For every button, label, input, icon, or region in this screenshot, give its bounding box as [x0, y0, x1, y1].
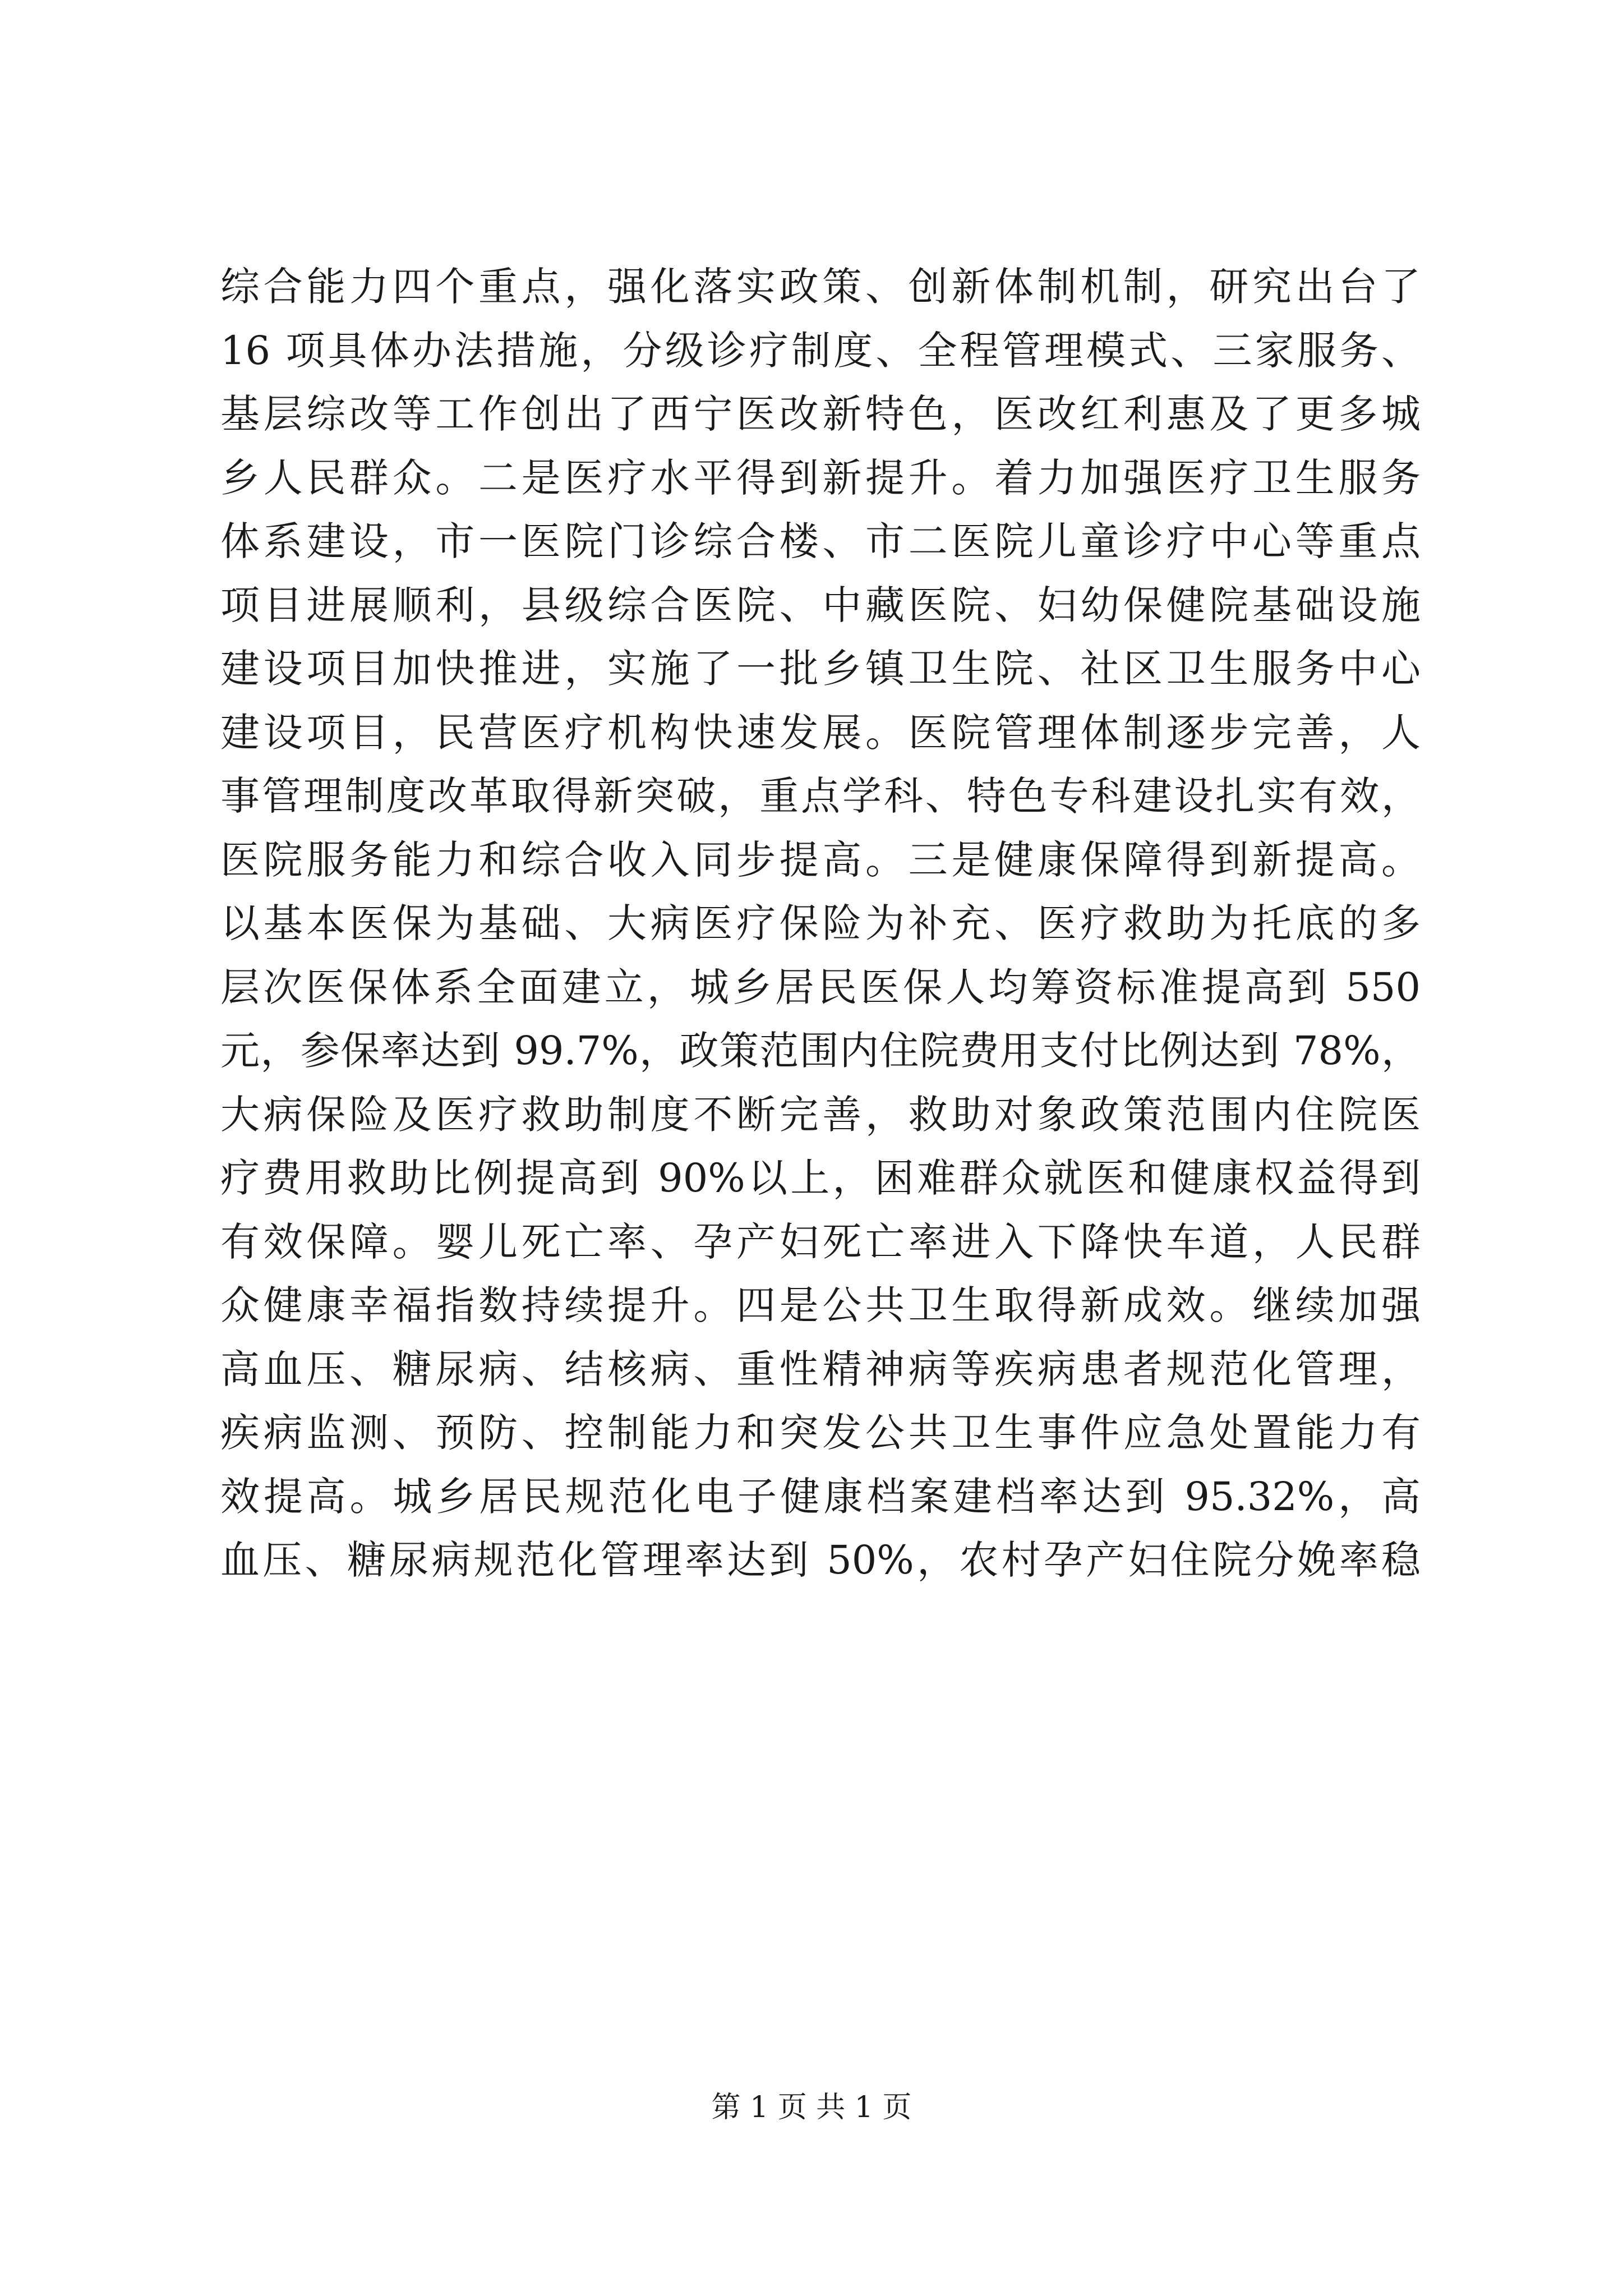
text-line-15: 疗费用救助比例提高到 90%以上，困难群众就医和健康权益得到: [220, 1155, 1421, 1201]
page-footer: [0, 2088, 1623, 2127]
text-line-7: 建设项目加快推进，实施了一批乡镇卫生院、社区卫生服务中心: [220, 646, 1421, 692]
text-line-9: 事管理制度改革取得新突破，重点学科、特色专科建设扎实有效，: [220, 773, 1421, 819]
text-line-3: 基层综改等工作创出了西宁医改新特色，医改红利惠及了更多城: [220, 391, 1421, 437]
text-line-19: 疾病监测、预防、控制能力和突发公共卫生事件应急处置能力有: [220, 1410, 1421, 1456]
text-line-4: 乡人民群众。二是医疗水平得到新提升。着力加强医疗卫生服务: [220, 454, 1421, 501]
text-line-13: 元，参保率达到 99.7%，政策范围内住院费用支付比例达到 78%，: [220, 1028, 1421, 1074]
text-line-10: 医院服务能力和综合收入同步提高。三是健康保障得到新提高。: [220, 836, 1421, 883]
text-line-1: 综合能力四个重点，强化落实政策、创新体制机制，研究出台了: [220, 264, 1421, 310]
text-line-12: 层次医保体系全面建立，城乡居民医保人均筹资标准提高到 550: [220, 964, 1421, 1010]
text-line-6: 项目进展顺利，县级综合医院、中藏医院、妇幼保健院基础设施: [220, 582, 1421, 628]
text-line-16: 有效保障。婴儿死亡率、孕产妇死亡率进入下降快车道，人民群: [220, 1218, 1421, 1265]
text-line-17: 众健康幸福指数持续提升。四是公共卫生取得新成效。继续加强: [220, 1282, 1421, 1328]
page-number-label: 第 1 页 共 1 页: [711, 2091, 912, 2124]
text-line-20: 效提高。城乡居民规范化电子健康档案建档率达到 95.32%，高: [220, 1473, 1421, 1520]
body-paragraph: [220, 255, 1421, 1593]
text-line-5: 体系建设，市一医院门诊综合楼、市二医院儿童诊疗中心等重点: [220, 518, 1421, 564]
text-line-2: 16 项具体办法措施，分级诊疗制度、全程管理模式、三家服务、: [220, 327, 1421, 374]
text-line-21: 血压、糖尿病规范化管理率达到 50%，农村孕产妇住院分娩率稳: [220, 1537, 1421, 1583]
text-line-11: 以基本医保为基础、大病医疗保险为补充、医疗救助为托底的多: [220, 900, 1421, 946]
text-line-14: 大病保险及医疗救助制度不断完善，救助对象政策范围内住院医: [220, 1091, 1421, 1138]
text-line-8: 建设项目，民营医疗机构快速发展。医院管理体制逐步完善，人: [220, 709, 1421, 756]
text-line-18: 高血压、糖尿病、结核病、重性精神病等疾病患者规范化管理，: [220, 1346, 1421, 1392]
